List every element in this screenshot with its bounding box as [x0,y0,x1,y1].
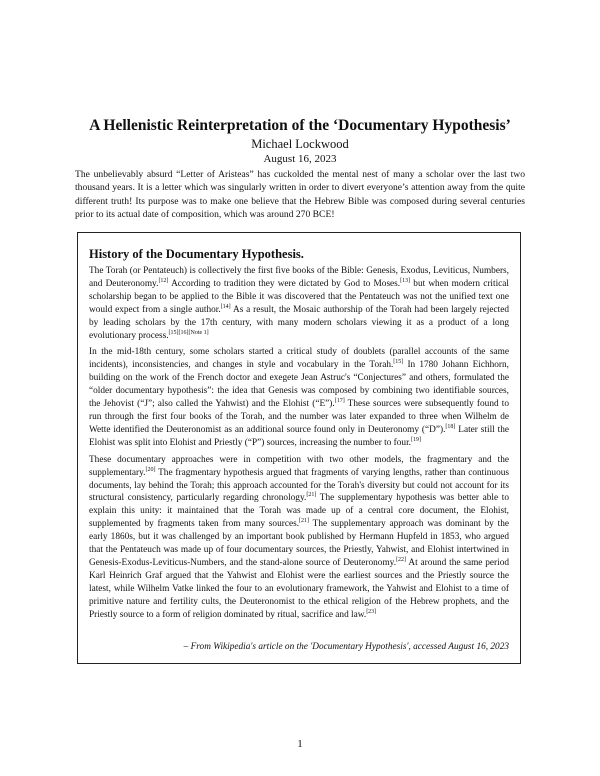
citation-marker[interactable]: [20] [145,466,156,473]
body-text-run: At around the same period Karl Heinrich Graf argued that the Yahwist and Elohist were the earliest sources and the Priestly source the latest, while Wilhelm Vatke linked the four to an evolutionary framework, the Yahwist and Elohist to a time of primitive nature and fertility cults, the Deuteronomist to the ethical religion of the Hebrew prophets, and the Priestly source to a form of religion dominated by ritual, sacrifice and law. [89,557,510,620]
page-number: 1 [297,738,303,750]
body-paragraph [89,454,509,622]
citation-marker[interactable]: [17] [334,397,345,404]
document-title: A Hellenistic Reinterpretation of the ‘Documentary Hypothesis’ [89,117,511,134]
citation-marker[interactable]: [22] [396,556,407,563]
body-text-run: In 1780 Johann Eichhorn, building on the work of the French doctor and exegete Jean Astruc's “Conjectures” and others, formulated the “older documentary hypothesis”: the idea that Genesis was composed by combining two identifiable sources, the Jehovist (“J”; also called the Yahwist) and the Elohist (“E”). [89,360,509,410]
body-text-run: These documentary approaches were in competition with two other models, the fragmentary and the supplementary. [89,454,509,478]
citation-marker[interactable]: [13] [400,277,411,284]
body-text-run: These sources were subsequently found to run through the first four books of the Torah, and the number was later expanded to three when Wilhelm de Wette identified the Deuteronomist as an additional source found only in Deuteronomy (“D”). [89,399,509,435]
body-text-run: The fragmentary hypothesis argued that fragments of varying lengths, rather than continuous documents, lay behind the Torah; this approach accounted for the Torah's diversity but could not account for its structural consistency, particularly regarding chronology. [89,467,509,504]
body-text-run: As a result, the Mosaic authorship of the Torah had been largely rejected by leading scholars by the 17th century, with many modern scholars viewing it as a product of a long evolutionary process. [89,304,509,341]
body-text-run: In the mid-18th century, some scholars started a critical study of doublets (parallel accounts of the same incidents), inconsistencies, and changes in style and vocabulary in the Torah. [89,347,509,371]
body-paragraph [89,346,509,449]
section-heading: History of the Documentary Hypothesis. [89,247,304,261]
abstract-paragraph: The unbelievably absurd “Letter of Aristeas” has cuckolded the mental nest of many a scholar over the last two thousand years. It is a letter which was singularly written in order to divert everyone’s attention away from the quite different truth! Its purpose was to make one believe that the Hebrew Bible was composed during several centuries prior to its actual date of composition, which was around 270 BCE! [75,169,525,221]
body-text-run: According to tradition they were dictated by God to Moses. [168,278,401,289]
citation-marker[interactable]: [15] [393,359,404,366]
body-paragraph [89,265,509,342]
document-author: Michael Lockwood [251,137,349,151]
body-text-run: The supplementary hypothesis was better able to explain this unity: it maintained that the Torah was made up of a central core document, the Elohist, supplemented by fragments taken from many sources. [89,493,509,530]
citation-marker[interactable]: [23] [366,608,377,615]
citation-marker[interactable]: [21] [306,492,317,499]
citation-marker[interactable]: [15][16][Note 1] [168,329,209,336]
document-date: August 16, 2023 [263,153,337,165]
body-text-run: Later still the Elohist was split into Elohist and Priestly (“P”) sources, increasing the number to four. [89,424,509,448]
citation-marker[interactable]: [14] [220,303,231,310]
body-text-run: The supplementary approach was dominant by the early 1860s, but it was challenged by an important book published by Hermann Hupfeld in 1853, who argued that the Pentateuch was made up of four documentary sources, the Priestly, Yahwist, and Elohist intertwined in Genesis-Exodus-Leviticus-Numbers, and the stand-alone source of Deuteronomy. [89,519,510,568]
citation-marker[interactable]: [19] [410,436,421,443]
quotation-body [89,265,509,625]
citation-marker[interactable]: [12] [158,277,169,284]
citation-marker[interactable]: [18] [445,423,456,430]
body-text-run: The Torah (or Pentateuch) is collectively the first five books of the Bible: Genesis, Exodus, Leviticus, Numbers, and Deuteronomy. [89,266,509,289]
source-attribution: – From Wikipedia's article on the 'Documentary Hypothesis', accessed August 16, 2023 [183,642,509,652]
body-text-run: but when modern critical scholarship began to be applied to the Bible it was discovered that the Pentateuch was not the unified text one would expect from a single author. [89,278,510,315]
citation-marker[interactable]: [21] [299,518,310,525]
